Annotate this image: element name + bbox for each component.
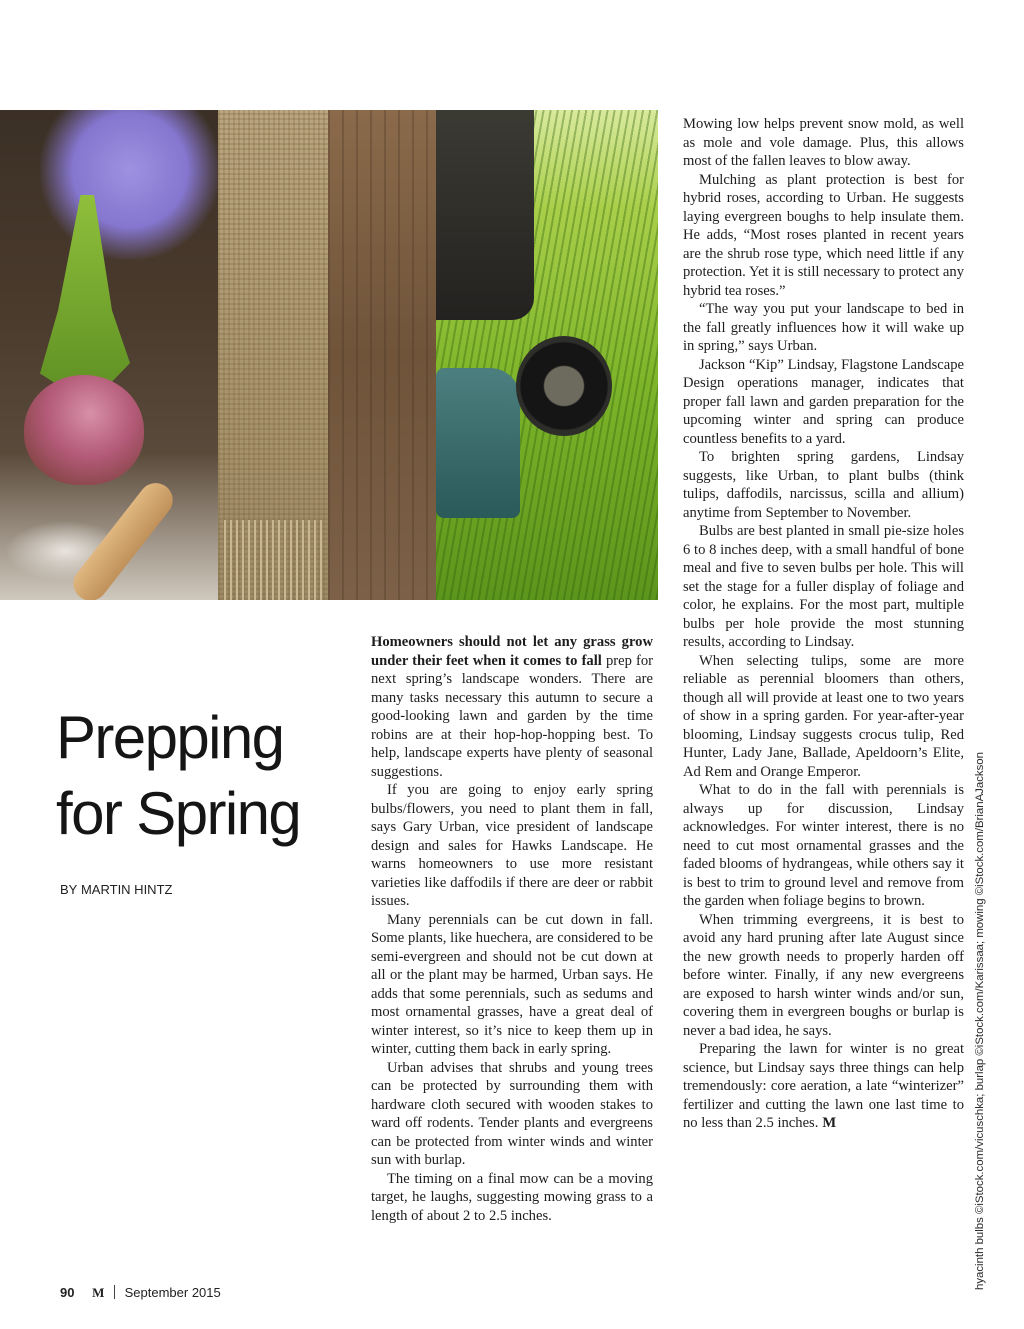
- article-column-2: [371, 633, 653, 1225]
- paragraph: Jackson “Kip” Lindsay, Flagstone Landscape Design operations manager, indicates that proper fall lawn and garden preparation for the upcoming winter and spring can produce countless benefits to a yard.: [683, 356, 964, 447]
- hyacinth-bulb: [24, 375, 144, 485]
- mower-deck: [436, 368, 520, 518]
- byline-author: MARTIN HINTZ: [80, 882, 173, 897]
- final-paragraph-text: Preparing the lawn for winter is no great science, but Lindsay says three things can help tremendously: core aeration, a late “winterizer” fertilizer and cutting the lawn one last time to no less than 2.5 inches.: [683, 1041, 964, 1131]
- lead-body-text: prep for next spring’s landscape wonders. There are many tasks necessary this autumn to secure a good-looking lawn and garden by the time robins are at their hop-hop-hopping best. To help, landscape experts have plenty of seasonal suggestions.: [371, 652, 653, 780]
- paragraph: When trimming evergreens, it is best to avoid any hard pruning after late August since the new growth needs to properly harden off before winter. Finally, if any new evergreens are exposed to harsh winter winds and/or sun, covering them in evergreen boughs or burlap is never a bad idea, he says.: [683, 911, 964, 1039]
- photo-credit: hyacinth bulbs ©iStock.com/vicuschka; burlap ©iStock.com/Karissaa; mowing ©iStock.com/BrianAJackson: [974, 752, 986, 1290]
- mower-wheel: [516, 336, 612, 436]
- hero-image: [0, 110, 658, 600]
- paragraph: When selecting tulips, some are more reliable as perennial bloomers than others, though all will provide at least one to two years of show in a spring garden. For year-after-year blooming, Lindsay suggests crocus tulip, Red Hunter, Lady Jane, Ballade, Apeldoorn’s Elite, Ad Rem and Orange Emperor.: [683, 652, 964, 780]
- lead-paragraph: [371, 633, 653, 781]
- mower-body: [436, 110, 534, 320]
- folio-divider: [114, 1285, 115, 1299]
- wood-post-photo: [328, 110, 436, 600]
- burlap-photo: [218, 110, 328, 600]
- paragraph: Bulbs are best planted in small pie-size holes 6 to 8 inches deep, with a small handful of bone meal and five to seven bulbs per hole. This will set the stage for a fuller display of foliage and color, he explains. For the most part, multiple bulbs per hole provide the most stunning results, according to Lindsay.: [683, 523, 964, 650]
- lead-bold-text: Homeowners should not let any grass grow under their feet when it comes to fall: [371, 634, 653, 669]
- paragraph: Urban advises that shrubs and young trees can be protected by surrounding them with hardware cloth secured with wooden stakes to ward off rodents. Tender plants and evergreens can be protected from winter winds and winter sun with burlap.: [371, 1059, 653, 1168]
- final-paragraph: [683, 1040, 964, 1133]
- paragraph: To brighten spring gardens, Lindsay suggests, like Urban, to plant bulbs (think tulips, daffodils, narcissus, scilla and allium) anytime from September to November.: [683, 449, 964, 521]
- paragraph: What to do in the fall with perennials is always up for discussion, Lindsay acknowledges. For winter interest, there is no need to cut most ornamental grasses and the faded blooms of hydrangeas, while others say it is best to trim to ground level and remove from the garden when foliage begins to brown.: [683, 782, 964, 909]
- paragraph: If you are going to enjoy early spring bulbs/flowers, you need to plant them in fall, says Gary Urban, vice president of landscape design and sales for Hawks Landscape. He warns homeowners to use more resistant varieties like daffodils if there are deer or rabbit issues.: [371, 782, 653, 909]
- byline-prefix: BY: [60, 882, 78, 897]
- paragraph: Mulching as plant protection is best for hybrid roses, according to Urban. He suggests laying evergreen boughs to help insulate them. He adds, “Most roses planted in recent years are the shrub rose type, which need little if any protection. Yet it is still necessary to protect any hybrid tea roses.”: [683, 171, 964, 299]
- lawn-mower-photo: [436, 110, 658, 600]
- paragraph: “The way you put your landscape to bed in the fall greatly influences how it will wake up in spring,” says Urban.: [683, 301, 964, 354]
- hyacinth-flowers: [40, 110, 218, 260]
- title-line-1: Prepping: [56, 704, 284, 771]
- byline: [60, 882, 172, 897]
- issue-date: September 2015: [124, 1285, 221, 1300]
- hyacinth-bulb-photo: [0, 110, 218, 600]
- paragraph: The timing on a final mow can be a moving target, he laughs, suggesting mowing grass to a length of about 2 to 2.5 inches.: [371, 1170, 653, 1224]
- paragraph: Many perennials can be cut down in fall. Some plants, like huechera, are considered to be semi-evergreen and should not be cut down at all or the plant may be harmed, Urban says. He adds that some perennials, such as sedums and most ornamental grasses, have a great deal of winter interest, so it’s nice to keep them up in winter, cutting them back in early spring.: [371, 911, 653, 1057]
- end-mark: M: [822, 1115, 837, 1131]
- burlap-fringe: [224, 520, 322, 600]
- article-title: [56, 700, 300, 852]
- magazine-logo: M: [92, 1285, 105, 1300]
- paragraph: Mowing low helps prevent snow mold, as well as mole and vole damage. Plus, this allows most of the fallen leaves to blow away.: [683, 116, 964, 169]
- title-line-2: for Spring: [56, 780, 301, 847]
- article-column-3: [683, 115, 964, 1133]
- trowel-handle: [67, 476, 180, 600]
- page-number: 90: [60, 1285, 75, 1300]
- folio: [60, 1285, 221, 1301]
